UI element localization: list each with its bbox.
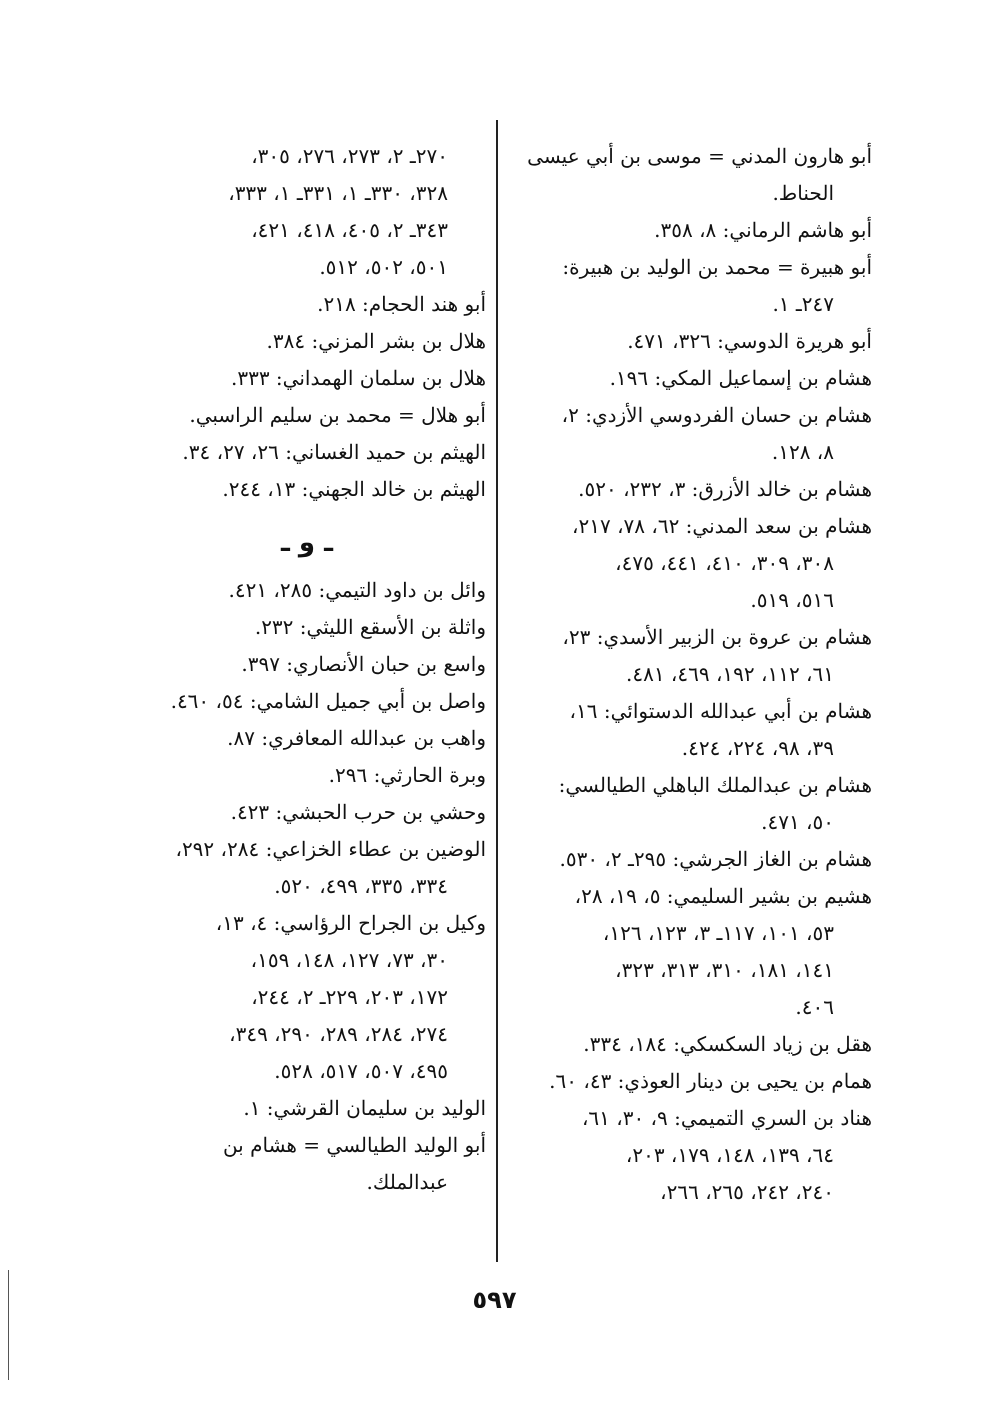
index-entry: واصل بن أبي جميل الشامي: ٥٤، ٤٦٠.	[170, 689, 486, 713]
index-entry: هشام بن حسان الفردوسي الأزدي: ٢،	[561, 403, 872, 427]
index-entry-continuation: ٤٩٥، ٥٠٧، ٥١٧، ٥٢٨.	[274, 1059, 448, 1083]
index-entry: هشام بن إسماعيل المكي: ١٩٦.	[609, 366, 872, 390]
index-entry: الهيثم بن خالد الجهني: ١٣، ٢٤٤.	[222, 477, 486, 501]
index-entry: هناد بن السري التميمي: ٩، ٣٠، ٦١،	[581, 1106, 872, 1130]
index-entry: هشام بن خالد الأزرق: ٣، ٢٣٢، ٥٢٠.	[578, 477, 872, 501]
index-block-waw	[128, 572, 486, 1201]
index-entry: أبو هريرة الدوسي: ٣٢٦، ٤٧١.	[627, 329, 872, 353]
index-entry: واهب بن عبدالله المعافري: ٨٧.	[227, 726, 486, 750]
index-entry: هشام بن أبي عبدالله الدستوائي: ١٦،	[569, 699, 872, 723]
index-entry: واثلة بن الأسقع الليثي: ٢٣٢.	[254, 615, 486, 639]
index-entry-continuation: ٨، ١٢٨.	[771, 440, 834, 464]
index-entry: الوليد بن سليمان القرشي: ١.	[243, 1096, 486, 1120]
column-divider	[496, 120, 498, 1262]
index-entry-continuation: الحناط.	[772, 181, 834, 205]
index-entry: هلال بن بشر المزني: ٣٨٤.	[266, 329, 486, 353]
index-entry: وبرة الحارثي: ٢٩٦.	[328, 763, 486, 787]
index-entry: هشام بن سعد المدني: ٦٢، ٧٨، ٢١٧،	[572, 514, 872, 538]
index-entry-continuation: ٣٩، ٩٨، ٢٢٤، ٤٢٤.	[681, 736, 834, 760]
index-entry-continuation: ٦٤، ١٣٩، ١٤٨، ١٧٩، ٢٠٣،	[625, 1143, 834, 1167]
page-number: ٥٩٧	[472, 1286, 517, 1314]
index-entry: أبو هاشم الرماني: ٨، ٣٥٨.	[654, 218, 872, 242]
index-entry: وكيل بن الجراح الرؤاسي: ٤، ١٣،	[215, 911, 486, 935]
index-entry: أبو هبيرة = محمد بن الوليد بن هبيرة:	[562, 255, 872, 279]
index-entry-continuation: ٢٧٠ـ ٢، ٢٧٣، ٢٧٦، ٣٠٥،	[251, 144, 448, 168]
index-entry: الوضين بن عطاء الخزاعي: ٢٨٤، ٢٩٢،	[175, 837, 486, 861]
index-entry-continuation: ١٤١، ١٨١، ٣١٠، ٣١٣، ٣٢٣،	[615, 958, 834, 982]
index-entry-continuation: ٢٤٧ـ ١.	[772, 292, 834, 316]
index-entry: هشام بن عروة بن الزبير الأسدي: ٢٣،	[562, 625, 872, 649]
index-entry-continuation: ٢٤٠، ٢٤٢، ٢٦٥، ٢٦٦،	[660, 1180, 834, 1204]
index-entry-continuation: ٥٠١، ٥٠٢، ٥١٢.	[319, 255, 448, 279]
index-entry: أبو الوليد الطيالسي = هشام بن	[222, 1133, 486, 1157]
index-entry-continuation: ٢٧٤، ٢٨٤، ٢٨٩، ٢٩٠، ٣٤٩،	[229, 1022, 448, 1046]
index-block-ha	[128, 138, 486, 508]
index-entry-continuation: ٥٣، ١٠١، ١١٧ـ ٣، ١٢٣، ١٢٦،	[602, 921, 834, 945]
index-entry: هشيم بن بشير السليمي: ٥، ١٩، ٢٨،	[574, 884, 872, 908]
index-entry-continuation: ٥١٦، ٥١٩.	[750, 588, 834, 612]
index-entry-continuation: ٣٢٨، ٣٣٠ـ ١، ٣٣١ـ ١، ٣٣٣،	[228, 181, 448, 205]
index-entry-continuation: ٥٠، ٤٧١.	[761, 810, 834, 834]
index-entry-continuation: ٣٠٨، ٣٠٩، ٤١٠، ٤٤١، ٤٧٥،	[615, 551, 834, 575]
index-entry: وحشي بن حرب الحبشي: ٤٢٣.	[230, 800, 486, 824]
index-column-left	[128, 138, 486, 1201]
index-column-right	[500, 138, 872, 1211]
index-entry: هقل بن زياد السكسكي: ١٨٤، ٣٣٤.	[583, 1032, 872, 1056]
index-entry: هشام بن عبدالملك الباهلي الطيالسي:	[558, 773, 872, 797]
section-header-waw: ـ و ـ	[280, 528, 334, 558]
index-entry: هشام بن الغاز الجرشي: ٢٩٥ـ ٢، ٥٣٠.	[559, 847, 872, 871]
index-entry-continuation: ٦١، ١١٢، ١٩٢، ٤٦٩، ٤٨١.	[625, 662, 834, 686]
index-entry: أبو هارون المدني = موسى بن أبي عيسى	[527, 144, 872, 168]
index-entry: هلال بن سلمان الهمداني: ٣٣٣.	[230, 366, 486, 390]
index-entry: واسع بن حبان الأنصاري: ٣٩٧.	[241, 652, 486, 676]
index-entry: أبو هلال = محمد بن سليم الراسبي.	[189, 403, 486, 427]
index-entry-continuation: ٣٤٣ـ ٢، ٤٠٥، ٤١٨، ٤٢١،	[251, 218, 448, 242]
index-entry-continuation: ٣٠، ٧٣، ١٢٧، ١٤٨، ١٥٩،	[250, 948, 448, 972]
index-entry-continuation: ١٧٢، ٢٠٣، ٢٢٩ـ ٢، ٢٤٤،	[251, 985, 448, 1009]
index-entry: الهيثم بن حميد الغساني: ٢٦، ٢٧، ٣٤.	[182, 440, 486, 464]
index-entry: همام بن يحيى بن دينار العوذي: ٤٣، ٦٠.	[549, 1069, 872, 1093]
index-entry-continuation: ٤٠٦.	[795, 995, 834, 1019]
index-entry: وائل بن داود التيمي: ٢٨٥، ٤٢١.	[228, 578, 486, 602]
index-entry: أبو هند الحجام: ٢١٨.	[317, 292, 486, 316]
index-entry-continuation: ٣٣٤، ٣٣٥، ٤٩٩، ٥٢٠.	[274, 874, 448, 898]
index-entry-continuation: عبدالملك.	[366, 1170, 448, 1194]
